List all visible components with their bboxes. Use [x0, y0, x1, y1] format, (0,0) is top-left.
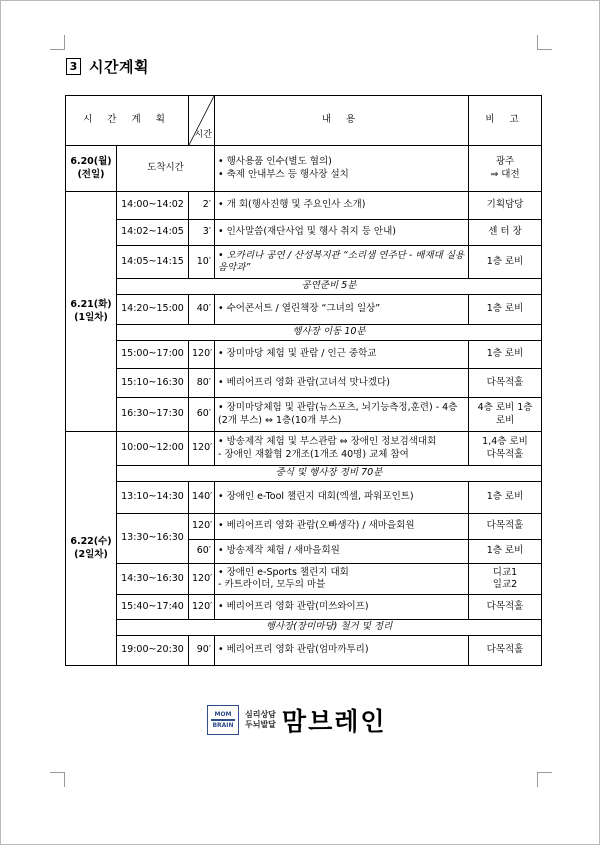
table-row	[66, 220, 542, 246]
duration-cell: 120′	[189, 595, 215, 620]
table-row	[66, 341, 542, 369]
logo-subtitle-line: 심리상담	[245, 710, 276, 719]
content-line: • 장애인 e-Sports 챌린지 대회	[218, 566, 349, 578]
crop-mark	[537, 35, 552, 50]
content-cell: • 베리어프리 영화 관람(미쓰와이프)	[215, 595, 469, 620]
time-cell: 14:20~15:00	[117, 295, 189, 325]
time-cell: 14:02~14:05	[117, 220, 189, 246]
content-cell: • 방송제작 체험 / 새마을회원	[215, 540, 469, 564]
note-cell: 다목적홀	[469, 636, 542, 666]
note-line: 다목적홀	[486, 448, 524, 460]
note-cell: 다목적홀	[469, 595, 542, 620]
crop-mark	[537, 772, 552, 787]
table-row	[66, 192, 542, 220]
note-cell: 다목적홀	[469, 514, 542, 540]
note-cell	[469, 432, 542, 466]
note-cell: 기획담당	[469, 192, 542, 220]
table-row	[66, 295, 542, 325]
content-line: - 카트라이더, 모두의 마블	[218, 579, 326, 590]
time-cell: 14:00~14:02	[117, 192, 189, 220]
table-row	[66, 595, 542, 620]
time-cell: 16:30~17:30	[117, 398, 189, 432]
content-cell: • 베리어프리 영화 관람(오빠생각) / 새마을회원	[215, 514, 469, 540]
content-cell: • 베리어프리 영화 관람(고녀석 맛나겠다)	[215, 369, 469, 398]
day-label: (1일차)	[74, 311, 108, 323]
note-cell: 1층 로비	[469, 482, 542, 514]
content-line: - 장애인 재활협 2개조(1개조 40명) 교체 참여	[218, 448, 409, 460]
logo-subtitle-line: 두뇌발달	[245, 720, 276, 729]
time-cell: 도착시간	[117, 146, 215, 192]
note-cell: 다목적홀	[469, 369, 542, 398]
note-line: 일교2	[492, 579, 518, 590]
crop-mark	[50, 35, 65, 50]
table-row	[66, 246, 542, 279]
mom-brain-logo-mark	[207, 705, 239, 735]
day-cell	[66, 146, 117, 192]
logo-mark-top: MOM	[214, 711, 232, 718]
content-line: • 축제 안내부스 등 행사장 설치	[218, 168, 349, 180]
content-cell: • 장미마당 체험 및 관람 / 인근 중학교	[215, 341, 469, 369]
time-cell: 10:00~12:00	[117, 432, 189, 466]
table-row	[66, 369, 542, 398]
table-row	[66, 482, 542, 514]
duration-cell: 80′	[189, 369, 215, 398]
note-line: ⇒ 대전	[490, 168, 520, 180]
table-row	[66, 564, 542, 595]
logo-divider	[211, 719, 235, 721]
content-cell	[215, 432, 469, 466]
note-line: 광주	[495, 156, 515, 167]
separator-row	[66, 466, 542, 482]
duration-cell: 10′	[189, 246, 215, 279]
table-row	[66, 146, 542, 192]
duration-cell: 40′	[189, 295, 215, 325]
duration-cell: 120′	[189, 514, 215, 540]
content-cell	[215, 146, 469, 192]
section-heading	[66, 56, 149, 76]
content-cell	[215, 564, 469, 595]
content-cell: • 장애인 e-Tool 챌린지 대회(엑셀, 파워포인트)	[215, 482, 469, 514]
content-cell: • 장미마당체험 및 관람(뉴스포츠, 뇌기능측정,훈련) - 4층(2개 부스) ⇔ 1층(10개 부스)	[215, 398, 469, 432]
time-cell: 15:00~17:00	[117, 341, 189, 369]
header-schedule-label: 시 간 계 획	[83, 114, 171, 126]
schedule-table	[65, 95, 542, 666]
table-row	[66, 514, 542, 540]
day-cell	[66, 192, 117, 432]
time-cell: 13:30~16:30	[117, 514, 189, 564]
header-content	[215, 96, 469, 146]
day-date: 6.20(월)	[70, 156, 112, 167]
content-cell: • 오카리나 공연 / 산성복지관 “소리샘 연주단 - 배재대 실용음악과”	[215, 246, 469, 279]
note-line: 디교1	[492, 566, 518, 578]
duration-cell: 60′	[189, 398, 215, 432]
header-note-label: 비 고	[485, 114, 525, 126]
logo-brand-name: 맘브레인	[281, 707, 387, 736]
content-cell: • 인사말씀(재단사업 및 행사 취지 등 안내)	[215, 220, 469, 246]
section-number: 3	[66, 58, 81, 75]
note-cell: 1층 로비	[469, 295, 542, 325]
separator-cell: 공연준비 5분	[117, 279, 542, 295]
crop-mark	[50, 772, 65, 787]
duration-cell: 120′	[189, 341, 215, 369]
note-line: 1,4층 로비	[482, 436, 528, 447]
note-cell: 1층 로비	[469, 246, 542, 279]
brand-logo	[207, 701, 387, 739]
note-cell	[469, 146, 542, 192]
day-date: 6.21(화)	[70, 299, 112, 310]
note-cell	[469, 564, 542, 595]
table-header-row	[66, 96, 542, 146]
duration-cell: 140′	[189, 482, 215, 514]
day-cell	[66, 432, 117, 666]
duration-cell: 120′	[189, 432, 215, 466]
time-cell: 14:30~16:30	[117, 564, 189, 595]
time-cell: 19:00~20:30	[117, 636, 189, 666]
header-time	[189, 96, 215, 146]
separator-row	[66, 620, 542, 636]
note-cell: 4층 로비 1층 로비	[469, 398, 542, 432]
separator-cell: 행사장 이동 10분	[117, 325, 542, 341]
header-note	[469, 96, 542, 146]
separator-cell: 행사장(장미마당) 철거 및 정리	[117, 620, 542, 636]
note-cell: 1층 로비	[469, 540, 542, 564]
separator-row	[66, 325, 542, 341]
duration-cell: 90′	[189, 636, 215, 666]
content-line: • 행사용품 인수(별도 협의)	[218, 156, 332, 167]
duration-cell: 2′	[189, 192, 215, 220]
day-label: (전일)	[77, 168, 105, 180]
duration-cell: 120′	[189, 564, 215, 595]
content-cell: • 베리어프리 영화 관람(엄마까투리)	[215, 636, 469, 666]
logo-mark-bottom: BRAIN	[212, 722, 234, 729]
table-row	[66, 636, 542, 666]
content-cell: • 개 회(행사진행 및 주요인사 소개)	[215, 192, 469, 220]
content-line: • 방송제작 체험 및 부스관람 ⇔ 장애인 정보검색대회	[218, 436, 437, 447]
header-schedule	[66, 96, 189, 146]
content-cell: • 수어콘서트 / 열린책장 “그녀의 일상”	[215, 295, 469, 325]
duration-cell: 3′	[189, 220, 215, 246]
table-row	[66, 432, 542, 466]
note-cell: 센 터 장	[469, 220, 542, 246]
header-content-label: 내 용	[321, 114, 362, 126]
time-cell: 15:10~16:30	[117, 369, 189, 398]
day-label: (2일차)	[74, 548, 108, 560]
note-cell: 1층 로비	[469, 341, 542, 369]
section-title: 시간계획	[89, 57, 149, 76]
time-cell: 14:05~14:15	[117, 246, 189, 279]
day-date: 6.22(수)	[70, 536, 112, 547]
time-cell: 15:40~17:40	[117, 595, 189, 620]
table-row	[66, 398, 542, 432]
separator-row	[66, 279, 542, 295]
separator-cell: 중식 및 행사장 정비 70분	[117, 466, 542, 482]
time-cell: 13:10~14:30	[117, 482, 189, 514]
logo-subtitle	[245, 710, 276, 730]
header-time-label: 시간	[194, 129, 212, 140]
duration-cell: 60′	[189, 540, 215, 564]
